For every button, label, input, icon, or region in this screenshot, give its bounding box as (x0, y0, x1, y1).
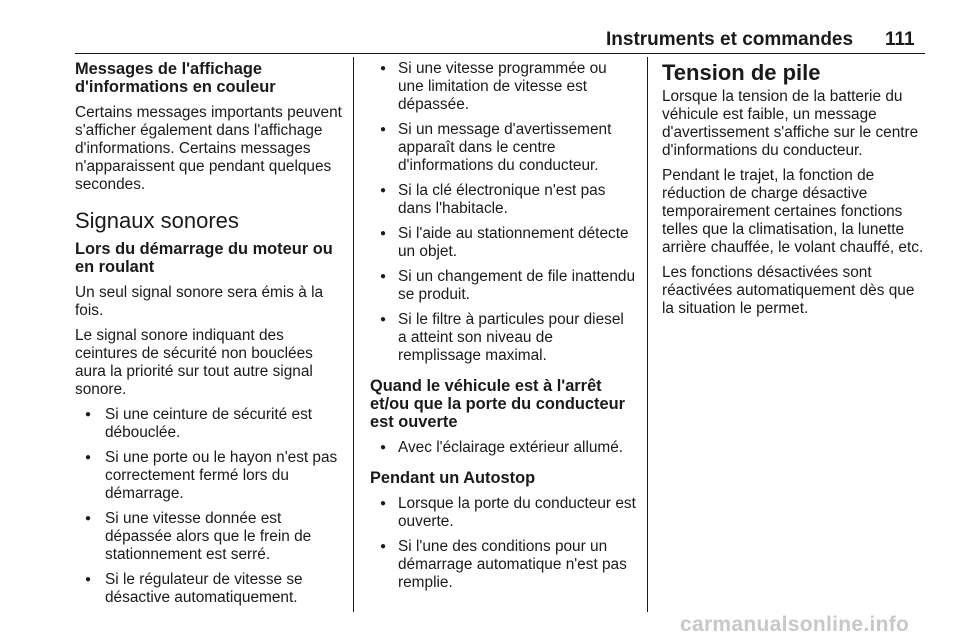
page-header-title: Instruments et commandes (606, 29, 854, 50)
list-item: ● Si une vitesse donnée est dépassée alors que le frein de stationnement est serré. (75, 510, 343, 564)
list-item: ● Lorsque la porte du conducteur est ouverte. (370, 495, 636, 531)
subheading-autostop: Pendant un Autostop (370, 469, 536, 487)
paragraph: Un seul signal sonore sera émis à la fois. (75, 284, 324, 319)
list-item: ● Avec l'éclairage extérieur allumé. (370, 439, 636, 457)
list-item: ● Si une ceinture de sécurité est débouclée. (75, 406, 343, 442)
paragraph: Le signal sonore indiquant des ceintures de sécurité non bouclées aura la priorité sur tout autre signal sonore. (75, 327, 313, 398)
list-item: ● Si un changement de file inattendu se produit. (370, 268, 636, 304)
watermark: carmanualsonline.info (680, 613, 910, 636)
paragraph: Les fonctions désactivées sont réactivées automatiquement dès que la situation le permet. (662, 264, 915, 317)
column-2 (370, 60, 636, 599)
list-item: ● Si une vitesse programmée ou une limitation de vitesse est dépassée. (370, 60, 636, 114)
list-item: ● Si une porte ou le hayon n'est pas correctement fermé lors du démarrage. (75, 449, 343, 503)
list-item: ● Si la clé électronique n'est pas dans l'habitacle. (370, 182, 636, 218)
section-title-battery-voltage: Tension de pile (662, 60, 821, 85)
bullet-list (75, 406, 343, 607)
header-rule (75, 53, 925, 54)
section-heading-color-messages: Messages de l'affichage d'informations en couleur (75, 60, 276, 96)
paragraph: Certains messages importants peuvent s'afficher également dans l'affichage d'informations. Certains messages n'apparaissent que pendant quelques secondes. (75, 104, 342, 193)
column-divider-1 (353, 57, 354, 612)
paragraph: Lorsque la tension de la batterie du véhicule est faible, un message d'avertissement s'affiche sur le centre d'informations du conducteur. (662, 88, 919, 159)
page-number: 111 (885, 29, 915, 50)
list-item: ● Si un message d'avertissement apparaît dans le centre d'informations du conducteur. (370, 121, 636, 175)
subheading-engine-start: Lors du démarrage du moteur ou en roulant (75, 240, 333, 276)
list-item: ● Si l'une des conditions pour un démarrage automatique n'est pas remplie. (370, 538, 636, 592)
section-title-audible-signals: Signaux sonores (75, 208, 239, 233)
column-1 (75, 60, 343, 614)
column-3 (662, 60, 928, 325)
list-item: ● Si le filtre à particules pour diesel a atteint son niveau de remplissage maximal. (370, 311, 636, 365)
bullet-list (370, 439, 636, 457)
bullet-list (370, 495, 636, 592)
column-divider-2 (647, 57, 648, 612)
bullet-list (370, 60, 636, 365)
subheading-vehicle-stopped: Quand le véhicule est à l'arrêt et/ou que la porte du conducteur est ouverte (370, 377, 625, 431)
paragraph: Pendant le trajet, la fonction de réduction de charge désactive temporairement certaines fonctions telles que la climatisation, la lunette arrière chauffée, le volant chauffé, etc. (662, 167, 924, 256)
list-item: ● Si le régulateur de vitesse se désactive automatiquement. (75, 571, 343, 607)
list-item: ● Si l'aide au stationnement détecte un objet. (370, 225, 636, 261)
